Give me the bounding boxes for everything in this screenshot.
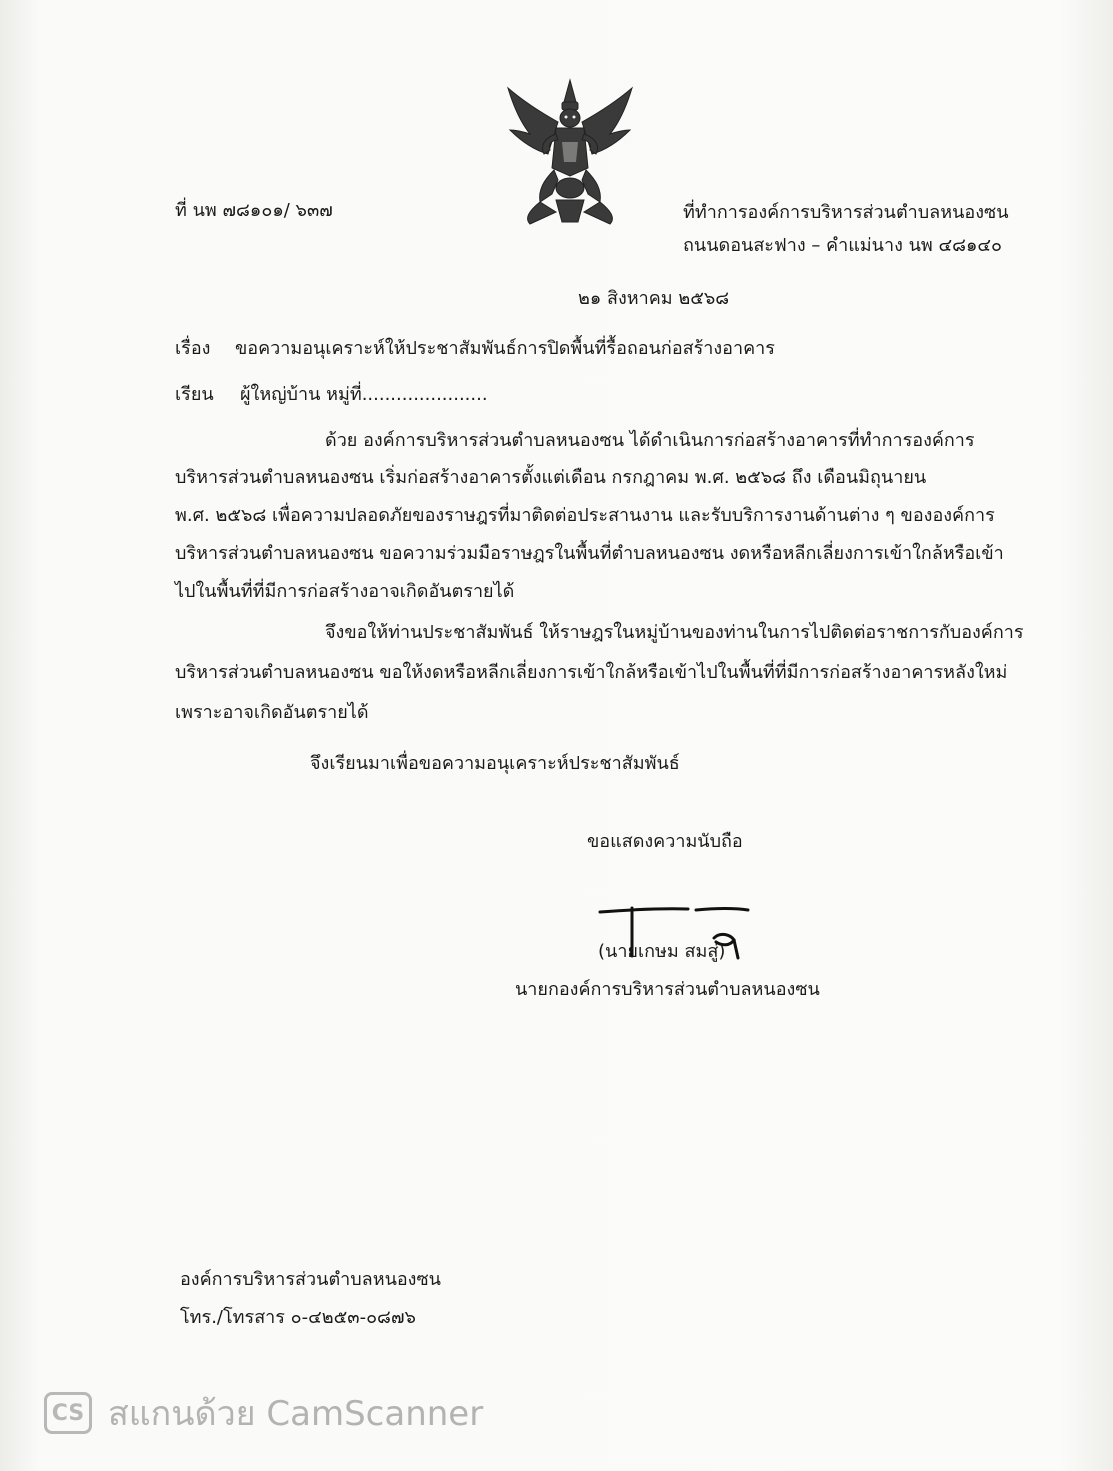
garuda-emblem-icon: [500, 72, 640, 232]
footer-organization: องค์การบริหารส่วนตำบลหนองซน: [180, 1269, 441, 1290]
recipient-label: เรียน: [175, 384, 214, 405]
camscanner-logo-icon: CS: [44, 1392, 92, 1434]
paragraph-1-line-3: พ.ศ. ๒๕๖๘ เพื่อความปลอดภัยของราษฎรที่มาติดต่อประสานงาน และรับบริการงานด้านต่าง ๆ ขององค์การ: [175, 505, 995, 526]
subject-text: ขอความอนุเคราะห์ให้ประชาสัมพันธ์การปิดพื้นที่รื้อถอนก่อสร้างอาคาร: [235, 338, 775, 359]
camscanner-text: สแกนด้วย CamScanner: [108, 1394, 484, 1434]
paragraph-2-line-1: จึงขอให้ท่านประชาสัมพันธ์ ให้ราษฎรในหมู่บ้านของท่านในการไปติดต่อราชการกับองค์การ: [325, 622, 1024, 643]
subject-label: เรื่อง: [175, 338, 211, 359]
document-number: ที่ นพ ๗๘๑๐๑/ ๖๓๗: [175, 200, 333, 221]
paragraph-1-line-4: บริหารส่วนตำบลหนองซน ขอความร่วมมือราษฎรในพื้นที่ตำบลหนองซน งดหรือหลีกเลี่ยงการเข้าใกล้หรือเข้า: [175, 543, 1004, 564]
camscanner-watermark: [44, 1386, 483, 1440]
paragraph-1-line-5: ไปในพื้นที่ที่มีการก่อสร้างอาจเกิดอันตรายได้: [175, 581, 515, 602]
regards-text: ขอแสดงความนับถือ: [587, 831, 743, 852]
signatory-position: นายกองค์การบริหารส่วนตำบลหนองซน: [515, 979, 820, 1000]
paragraph-2-line-2: บริหารส่วนตำบลหนองซน ขอให้งดหรือหลีกเลี่ยงการเข้าใกล้หรือเข้าไปในพื้นที่ที่มีการก่อสร้างอาคารหลังใหม่: [175, 662, 1008, 683]
office-address-line1: ที่ทำการองค์การบริหารส่วนตำบลหนองซน: [683, 202, 1009, 223]
closing-request: จึงเรียนมาเพื่อขอความอนุเคราะห์ประชาสัมพันธ์: [310, 753, 680, 774]
office-address-line2: ถนนดอนสะฟาง – คำแม่นาง นพ ๔๘๑๔๐: [683, 235, 1003, 256]
document-date: ๒๑ สิงหาคม ๒๕๖๘: [578, 288, 730, 309]
paragraph-2-line-3: เพราะอาจเกิดอันตรายได้: [175, 702, 369, 723]
signatory-name: (นายเกษม สมสู่): [598, 941, 726, 962]
paragraph-1-line-2: บริหารส่วนตำบลหนองซน เริ่มก่อสร้างอาคารตั้งแต่เดือน กรกฎาคม พ.ศ. ๒๕๖๘ ถึง เดือนมิถุนายน: [175, 467, 927, 488]
footer-phone: โทร./โทรสาร ๐-๔๒๕๓-๐๘๗๖: [180, 1307, 416, 1328]
paragraph-1-line-1: ด้วย องค์การบริหารส่วนตำบลหนองซน ได้ดำเนินการก่อสร้างอาคารที่ทำการองค์การ: [325, 430, 975, 451]
recipient-text: ผู้ใหญ่บ้าน หมู่ที่......................: [240, 384, 488, 405]
